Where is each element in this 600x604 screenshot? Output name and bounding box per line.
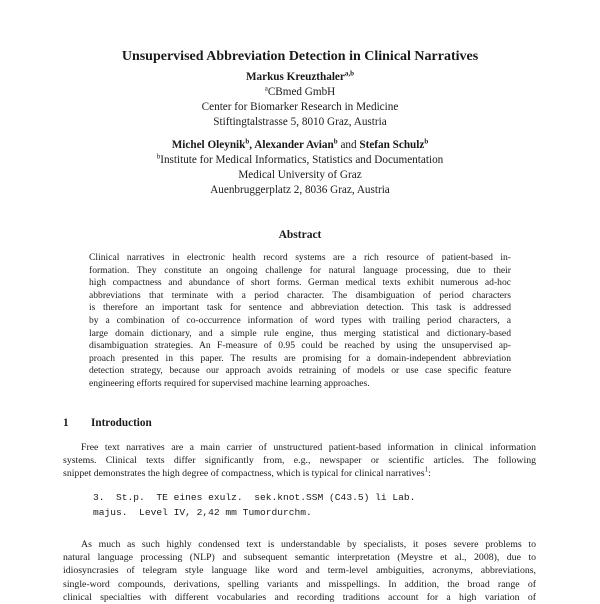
abstract-line: engineering efforts required for supervised machine learning approaches. (89, 377, 370, 389)
affiliation-a-line: Stiftingtalstrasse 5, 8010 Graz, Austria (213, 116, 387, 128)
author-name: Stefan Schulz (359, 139, 425, 151)
intro-paragraph-1 (63, 441, 536, 481)
affiliation-superscript: a (264, 84, 268, 93)
body-line: idiosyncrasies of telegram style language like word and term-level ambiguities, acronyms, abbreviations, (63, 565, 536, 577)
affiliation-name: Institute for Medical Informatics, Statistics and Documentation (160, 154, 444, 166)
affiliation-a-line: Center for Biomarker Research in Medicine (201, 101, 399, 113)
body-line-end: : (428, 468, 431, 480)
author-name: Alexander Avian (254, 139, 334, 151)
abstract-line: large domain dictionary, and a simple rule engine, thus merging statistical and dictionary-based (89, 327, 511, 339)
body-line: Free text narratives are a main carrier of unstructured patient-based information in clinical information (81, 442, 536, 453)
author-superscript: b (245, 137, 250, 146)
code-snippet (93, 490, 415, 520)
footnote-marker[interactable]: 1 (424, 466, 429, 475)
author-line-2 (0, 138, 600, 153)
abstract-line: detection strategy, because our approach avoids retraining of models or use case specific feature (89, 365, 511, 377)
section-heading (63, 417, 152, 429)
author-superscript: a,b (344, 69, 355, 78)
abstract-line: high compactness and abundance of short forms. German medical texts exhibit numerous ad-hoc (89, 277, 511, 289)
code-line: majus. Level IV, 2,42 mm Tumordurchm. (93, 507, 312, 518)
author-name: Michel Oleynik (171, 139, 246, 151)
affiliation-a (0, 85, 600, 100)
author-line-1 (0, 70, 600, 85)
abstract-heading: Abstract (278, 229, 322, 241)
body-line-text: snippet demonstrates the high degree of compactness, which is typical for clinical narratives (63, 468, 425, 480)
author-superscript: b (424, 137, 429, 146)
body-line: clinical specialties with different vocabularies and recording traditions account for a high variation of (63, 591, 536, 603)
abstract-line: formation. They constitute an ongoing challenge for natural language processing, due to their (89, 264, 511, 276)
body-line (63, 467, 536, 480)
abstract-line: disambiguation strategies. An F-measure of 0.95 could be reached by using the unsupervised ap- (89, 340, 511, 352)
section-number: 1 (63, 417, 69, 429)
abstract-line: by a combination of co-occurrence information of word types with trailing period characters, a (89, 314, 511, 326)
body-line: systems. Clinical texts differ significantly from, e.g., newspaper or scientific articles. The following (63, 455, 536, 467)
affiliation-superscript: b (156, 152, 161, 161)
abstract-line: Clinical narratives in electronic health record systems are a rich resource of patient-based in- (89, 252, 511, 263)
body-line: natural language processing (NLP) and subsequent semantic interpretation (Meystre et al., 2008), due to (63, 552, 536, 564)
body-line: As much as such highly condensed text is understandable by specialists, it poses severe problems to (81, 539, 536, 550)
affiliation-name: CBmed GmbH (267, 86, 336, 98)
author-separator: , (249, 139, 255, 151)
author-separator: and (337, 139, 360, 151)
author-superscript: b (333, 137, 338, 146)
paper-title: Unsupervised Abbreviation Detection in Clinical Narratives (121, 49, 479, 64)
affiliation-b (0, 153, 600, 168)
abstract-text (89, 252, 511, 391)
abstract-line: is therefore an important task for sentence and abbreviation detection. This task is addressed (89, 302, 511, 314)
body-line: single-word compounds, derivations, spelling variants and misspellings. In addition, the broad range of (63, 578, 536, 590)
intro-paragraph-2 (63, 538, 536, 604)
abstract-line: proach presented in this paper. The results are promising for a domain-independent abbreviation (89, 352, 511, 364)
code-line: 3. St.p. TE eines exulz. sek.knot.SSM (C43.5) li Lab. (93, 492, 416, 503)
author-name: Markus Kreuzthaler (245, 71, 345, 83)
affiliation-b-line: Auenbruggerplatz 2, 8036 Graz, Austria (210, 184, 390, 196)
affiliation-b-line: Medical University of Graz (238, 169, 362, 181)
section-title: Introduction (91, 417, 152, 429)
abstract-line: abbreviations that terminate with a period character. The disambiguation of period characters (89, 289, 511, 301)
